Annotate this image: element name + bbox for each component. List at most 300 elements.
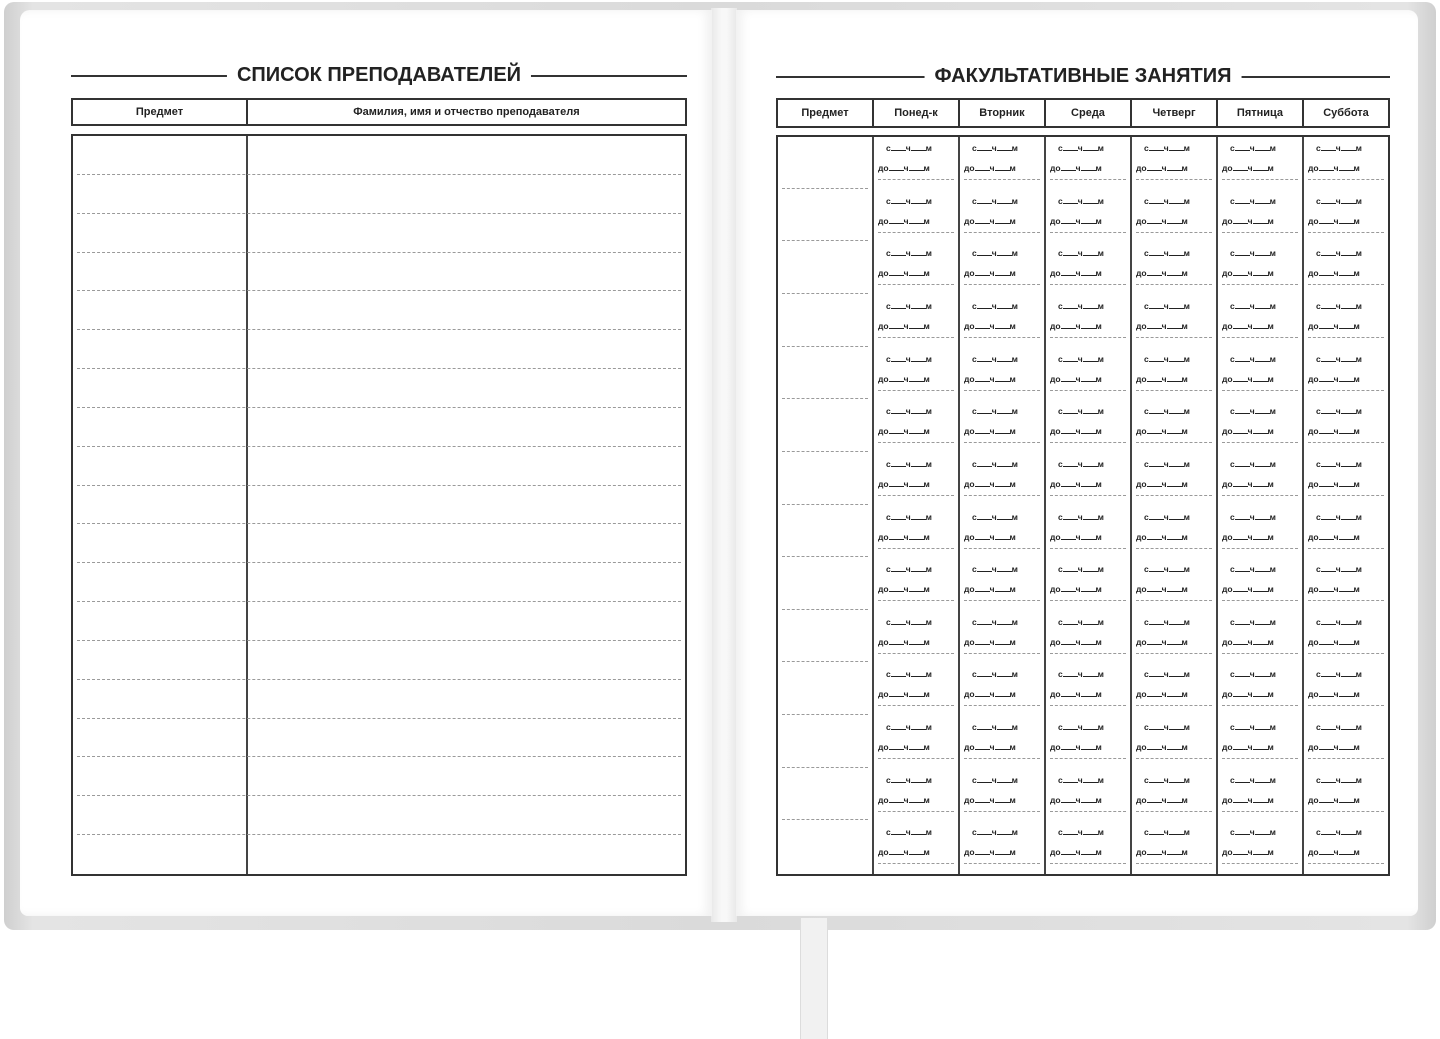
time-to-field[interactable] [878,532,930,542]
hour-blank[interactable] [891,776,906,783]
time-to-field[interactable] [964,268,1016,278]
writing-line[interactable] [77,640,681,641]
hour-blank[interactable] [891,513,906,520]
minute-blank[interactable] [1255,197,1270,204]
time-to-field[interactable] [1136,479,1188,489]
minute-blank[interactable] [1083,513,1098,520]
minute-blank[interactable] [1167,796,1182,803]
time-from-field[interactable] [1144,722,1190,732]
hour-blank[interactable] [977,565,992,572]
time-to-field[interactable] [1222,637,1274,647]
time-to-field[interactable] [1136,795,1188,805]
time-to-field[interactable] [1308,426,1360,436]
hour-blank[interactable] [1061,585,1076,592]
minute-blank[interactable] [909,585,924,592]
minute-blank[interactable] [1255,723,1270,730]
time-to-field[interactable] [878,426,930,436]
hour-blank[interactable] [1321,355,1336,362]
minute-blank[interactable] [1341,197,1356,204]
subject-writing-line[interactable] [782,767,868,768]
time-to-field[interactable] [1050,216,1102,226]
hour-blank[interactable] [1233,848,1248,855]
time-from-field[interactable] [1144,406,1190,416]
minute-blank[interactable] [1169,565,1184,572]
minute-blank[interactable] [1081,796,1096,803]
minute-blank[interactable] [1253,690,1268,697]
time-to-field[interactable] [1222,689,1274,699]
time-to-field[interactable] [964,216,1016,226]
hour-blank[interactable] [1063,407,1078,414]
minute-blank[interactable] [995,796,1010,803]
hour-blank[interactable] [975,690,990,697]
time-from-field[interactable] [1316,617,1362,627]
hour-blank[interactable] [1061,743,1076,750]
minute-blank[interactable] [1339,533,1354,540]
hour-blank[interactable] [889,638,904,645]
minute-blank[interactable] [1169,723,1184,730]
minute-blank[interactable] [1167,164,1182,171]
minute-blank[interactable] [1083,197,1098,204]
hour-blank[interactable] [1061,848,1076,855]
hour-blank[interactable] [1321,776,1336,783]
hour-blank[interactable] [891,197,906,204]
minute-blank[interactable] [909,164,924,171]
time-from-field[interactable] [1230,459,1276,469]
time-from-field[interactable] [1058,301,1104,311]
time-from-field[interactable] [886,512,932,522]
hour-blank[interactable] [1319,638,1334,645]
time-to-field[interactable] [964,847,1016,857]
minute-blank[interactable] [997,355,1012,362]
minute-blank[interactable] [995,638,1010,645]
hour-blank[interactable] [889,533,904,540]
time-from-field[interactable] [1144,775,1190,785]
minute-blank[interactable] [911,197,926,204]
time-to-field[interactable] [964,163,1016,173]
hour-blank[interactable] [977,828,992,835]
hour-blank[interactable] [975,480,990,487]
hour-blank[interactable] [1233,638,1248,645]
time-to-field[interactable] [1136,637,1188,647]
minute-blank[interactable] [1081,427,1096,434]
minute-blank[interactable] [1339,322,1354,329]
minute-blank[interactable] [1167,427,1182,434]
time-from-field[interactable] [1058,459,1104,469]
hour-blank[interactable] [891,302,906,309]
hour-blank[interactable] [1149,565,1164,572]
time-from-field[interactable] [1144,354,1190,364]
time-to-field[interactable] [878,689,930,699]
minute-blank[interactable] [997,565,1012,572]
minute-blank[interactable] [997,513,1012,520]
writing-line[interactable] [77,407,681,408]
hour-blank[interactable] [1063,828,1078,835]
time-to-field[interactable] [1050,795,1102,805]
minute-blank[interactable] [995,585,1010,592]
minute-blank[interactable] [1339,269,1354,276]
minute-blank[interactable] [997,407,1012,414]
time-to-field[interactable] [1050,847,1102,857]
time-to-field[interactable] [1050,637,1102,647]
subject-writing-line[interactable] [782,346,868,347]
hour-blank[interactable] [889,164,904,171]
minute-blank[interactable] [1253,375,1268,382]
hour-blank[interactable] [1149,513,1164,520]
time-from-field[interactable] [1316,775,1362,785]
hour-blank[interactable] [977,302,992,309]
hour-blank[interactable] [1233,533,1248,540]
writing-line[interactable] [77,252,681,253]
minute-blank[interactable] [1253,848,1268,855]
time-from-field[interactable] [886,406,932,416]
minute-blank[interactable] [1083,407,1098,414]
hour-blank[interactable] [1063,565,1078,572]
hour-blank[interactable] [1063,513,1078,520]
hour-blank[interactable] [1149,302,1164,309]
time-to-field[interactable] [1136,374,1188,384]
minute-blank[interactable] [1169,618,1184,625]
subject-writing-line[interactable] [782,188,868,189]
time-to-field[interactable] [1222,321,1274,331]
minute-blank[interactable] [1167,638,1182,645]
time-from-field[interactable] [1058,354,1104,364]
time-to-field[interactable] [1050,163,1102,173]
time-from-field[interactable] [1230,196,1276,206]
time-to-field[interactable] [1222,742,1274,752]
minute-blank[interactable] [911,670,926,677]
writing-line[interactable] [77,679,681,680]
minute-blank[interactable] [1253,743,1268,750]
minute-blank[interactable] [1341,355,1356,362]
hour-blank[interactable] [1321,565,1336,572]
hour-blank[interactable] [1061,796,1076,803]
time-to-field[interactable] [1050,374,1102,384]
minute-blank[interactable] [1167,217,1182,224]
time-to-field[interactable] [1136,426,1188,436]
time-from-field[interactable] [886,617,932,627]
minute-blank[interactable] [1083,144,1098,151]
hour-blank[interactable] [977,723,992,730]
time-from-field[interactable] [1316,564,1362,574]
time-from-field[interactable] [1144,512,1190,522]
hour-blank[interactable] [1149,249,1164,256]
time-from-field[interactable] [972,564,1018,574]
hour-blank[interactable] [891,249,906,256]
time-to-field[interactable] [1222,584,1274,594]
minute-blank[interactable] [1339,638,1354,645]
time-to-field[interactable] [1136,321,1188,331]
hour-blank[interactable] [1061,217,1076,224]
hour-blank[interactable] [1321,407,1336,414]
minute-blank[interactable] [1083,302,1098,309]
hour-blank[interactable] [1147,638,1162,645]
minute-blank[interactable] [995,690,1010,697]
minute-blank[interactable] [1341,618,1356,625]
minute-blank[interactable] [911,302,926,309]
minute-blank[interactable] [911,828,926,835]
hour-blank[interactable] [1149,670,1164,677]
time-to-field[interactable] [1136,163,1188,173]
minute-blank[interactable] [911,565,926,572]
writing-line[interactable] [77,756,681,757]
minute-blank[interactable] [1253,585,1268,592]
hour-blank[interactable] [1061,322,1076,329]
time-to-field[interactable] [1050,321,1102,331]
time-from-field[interactable] [972,406,1018,416]
time-from-field[interactable] [1144,301,1190,311]
time-from-field[interactable] [1144,617,1190,627]
hour-blank[interactable] [1147,743,1162,750]
time-from-field[interactable] [972,669,1018,679]
time-to-field[interactable] [878,795,930,805]
hour-blank[interactable] [889,848,904,855]
minute-blank[interactable] [995,848,1010,855]
hour-blank[interactable] [1061,427,1076,434]
hour-blank[interactable] [975,217,990,224]
minute-blank[interactable] [1341,670,1356,677]
hour-blank[interactable] [975,322,990,329]
hour-blank[interactable] [1319,585,1334,592]
minute-blank[interactable] [1339,743,1354,750]
hour-blank[interactable] [1319,743,1334,750]
minute-blank[interactable] [1255,407,1270,414]
time-from-field[interactable] [972,775,1018,785]
hour-blank[interactable] [1147,585,1162,592]
minute-blank[interactable] [997,776,1012,783]
hour-blank[interactable] [975,848,990,855]
minute-blank[interactable] [1255,144,1270,151]
minute-blank[interactable] [909,690,924,697]
minute-blank[interactable] [997,144,1012,151]
time-from-field[interactable] [1058,827,1104,837]
hour-blank[interactable] [975,375,990,382]
time-to-field[interactable] [1308,689,1360,699]
time-from-field[interactable] [1230,669,1276,679]
time-to-field[interactable] [964,637,1016,647]
hour-blank[interactable] [1321,618,1336,625]
hour-blank[interactable] [1319,217,1334,224]
time-to-field[interactable] [1308,163,1360,173]
hour-blank[interactable] [889,217,904,224]
time-to-field[interactable] [1308,795,1360,805]
subject-writing-line[interactable] [782,398,868,399]
minute-blank[interactable] [1169,197,1184,204]
hour-blank[interactable] [1235,249,1250,256]
time-to-field[interactable] [1308,532,1360,542]
hour-blank[interactable] [889,690,904,697]
minute-blank[interactable] [1081,480,1096,487]
minute-blank[interactable] [997,460,1012,467]
time-to-field[interactable] [878,637,930,647]
hour-blank[interactable] [977,249,992,256]
minute-blank[interactable] [1083,565,1098,572]
hour-blank[interactable] [891,565,906,572]
time-to-field[interactable] [1136,742,1188,752]
time-to-field[interactable] [1308,479,1360,489]
time-from-field[interactable] [1316,354,1362,364]
hour-blank[interactable] [1319,480,1334,487]
hour-blank[interactable] [1063,670,1078,677]
hour-blank[interactable] [1319,427,1334,434]
minute-blank[interactable] [995,427,1010,434]
subject-writing-line[interactable] [782,293,868,294]
time-to-field[interactable] [1136,584,1188,594]
writing-line[interactable] [77,368,681,369]
hour-blank[interactable] [1235,776,1250,783]
hour-blank[interactable] [1319,322,1334,329]
minute-blank[interactable] [1081,217,1096,224]
time-from-field[interactable] [886,669,932,679]
time-from-field[interactable] [972,512,1018,522]
time-to-field[interactable] [1050,742,1102,752]
hour-blank[interactable] [1321,249,1336,256]
hour-blank[interactable] [891,355,906,362]
time-to-field[interactable] [878,742,930,752]
minute-blank[interactable] [1083,828,1098,835]
time-from-field[interactable] [1058,617,1104,627]
minute-blank[interactable] [1255,249,1270,256]
minute-blank[interactable] [1341,565,1356,572]
minute-blank[interactable] [1341,407,1356,414]
time-to-field[interactable] [1050,584,1102,594]
hour-blank[interactable] [1147,427,1162,434]
minute-blank[interactable] [911,144,926,151]
minute-blank[interactable] [1339,375,1354,382]
time-from-field[interactable] [886,564,932,574]
minute-blank[interactable] [909,322,924,329]
hour-blank[interactable] [1233,269,1248,276]
minute-blank[interactable] [1083,776,1098,783]
hour-blank[interactable] [1233,690,1248,697]
time-from-field[interactable] [886,827,932,837]
minute-blank[interactable] [997,723,1012,730]
time-from-field[interactable] [1230,775,1276,785]
hour-blank[interactable] [1063,302,1078,309]
hour-blank[interactable] [889,322,904,329]
minute-blank[interactable] [997,197,1012,204]
hour-blank[interactable] [1233,480,1248,487]
time-to-field[interactable] [1050,479,1102,489]
hour-blank[interactable] [1319,533,1334,540]
time-from-field[interactable] [972,354,1018,364]
hour-blank[interactable] [1147,217,1162,224]
minute-blank[interactable] [1339,480,1354,487]
time-from-field[interactable] [1230,143,1276,153]
time-from-field[interactable] [972,459,1018,469]
time-from-field[interactable] [1058,722,1104,732]
minute-blank[interactable] [1341,828,1356,835]
hour-blank[interactable] [889,743,904,750]
time-from-field[interactable] [1230,722,1276,732]
hour-blank[interactable] [891,723,906,730]
minute-blank[interactable] [1167,690,1182,697]
time-from-field[interactable] [886,196,932,206]
hour-blank[interactable] [1321,144,1336,151]
hour-blank[interactable] [977,460,992,467]
hour-blank[interactable] [975,269,990,276]
time-to-field[interactable] [1050,426,1102,436]
minute-blank[interactable] [1253,164,1268,171]
time-from-field[interactable] [1058,512,1104,522]
hour-blank[interactable] [1061,690,1076,697]
time-from-field[interactable] [1144,196,1190,206]
time-to-field[interactable] [1222,795,1274,805]
time-from-field[interactable] [1144,669,1190,679]
subject-writing-line[interactable] [782,714,868,715]
time-from-field[interactable] [886,459,932,469]
time-to-field[interactable] [1308,637,1360,647]
hour-blank[interactable] [977,618,992,625]
hour-blank[interactable] [977,670,992,677]
minute-blank[interactable] [995,375,1010,382]
hour-blank[interactable] [1321,828,1336,835]
minute-blank[interactable] [1341,723,1356,730]
minute-blank[interactable] [909,743,924,750]
hour-blank[interactable] [975,743,990,750]
time-to-field[interactable] [964,532,1016,542]
time-from-field[interactable] [886,301,932,311]
hour-blank[interactable] [1319,269,1334,276]
hour-blank[interactable] [1321,460,1336,467]
hour-blank[interactable] [1147,322,1162,329]
time-from-field[interactable] [1316,406,1362,416]
hour-blank[interactable] [889,480,904,487]
minute-blank[interactable] [1255,776,1270,783]
hour-blank[interactable] [975,585,990,592]
time-to-field[interactable] [1222,216,1274,226]
time-to-field[interactable] [878,847,930,857]
minute-blank[interactable] [1169,407,1184,414]
minute-blank[interactable] [1341,513,1356,520]
hour-blank[interactable] [1147,375,1162,382]
minute-blank[interactable] [997,249,1012,256]
hour-blank[interactable] [1235,670,1250,677]
time-from-field[interactable] [1058,406,1104,416]
hour-blank[interactable] [889,796,904,803]
time-from-field[interactable] [886,143,932,153]
hour-blank[interactable] [1319,848,1334,855]
hour-blank[interactable] [1319,690,1334,697]
minute-blank[interactable] [995,533,1010,540]
hour-blank[interactable] [1319,375,1334,382]
time-from-field[interactable] [1316,196,1362,206]
time-from-field[interactable] [886,775,932,785]
minute-blank[interactable] [1081,322,1096,329]
hour-blank[interactable] [975,638,990,645]
minute-blank[interactable] [1339,585,1354,592]
minute-blank[interactable] [909,480,924,487]
minute-blank[interactable] [1169,355,1184,362]
hour-blank[interactable] [1319,796,1334,803]
hour-blank[interactable] [977,197,992,204]
minute-blank[interactable] [1083,618,1098,625]
minute-blank[interactable] [1255,460,1270,467]
hour-blank[interactable] [1149,618,1164,625]
time-from-field[interactable] [972,827,1018,837]
minute-blank[interactable] [1253,638,1268,645]
minute-blank[interactable] [1339,217,1354,224]
hour-blank[interactable] [1235,302,1250,309]
minute-blank[interactable] [909,269,924,276]
time-from-field[interactable] [1058,196,1104,206]
minute-blank[interactable] [1341,302,1356,309]
minute-blank[interactable] [911,460,926,467]
hour-blank[interactable] [1063,618,1078,625]
time-to-field[interactable] [1222,163,1274,173]
hour-blank[interactable] [1235,565,1250,572]
time-from-field[interactable] [1316,301,1362,311]
time-to-field[interactable] [1050,689,1102,699]
